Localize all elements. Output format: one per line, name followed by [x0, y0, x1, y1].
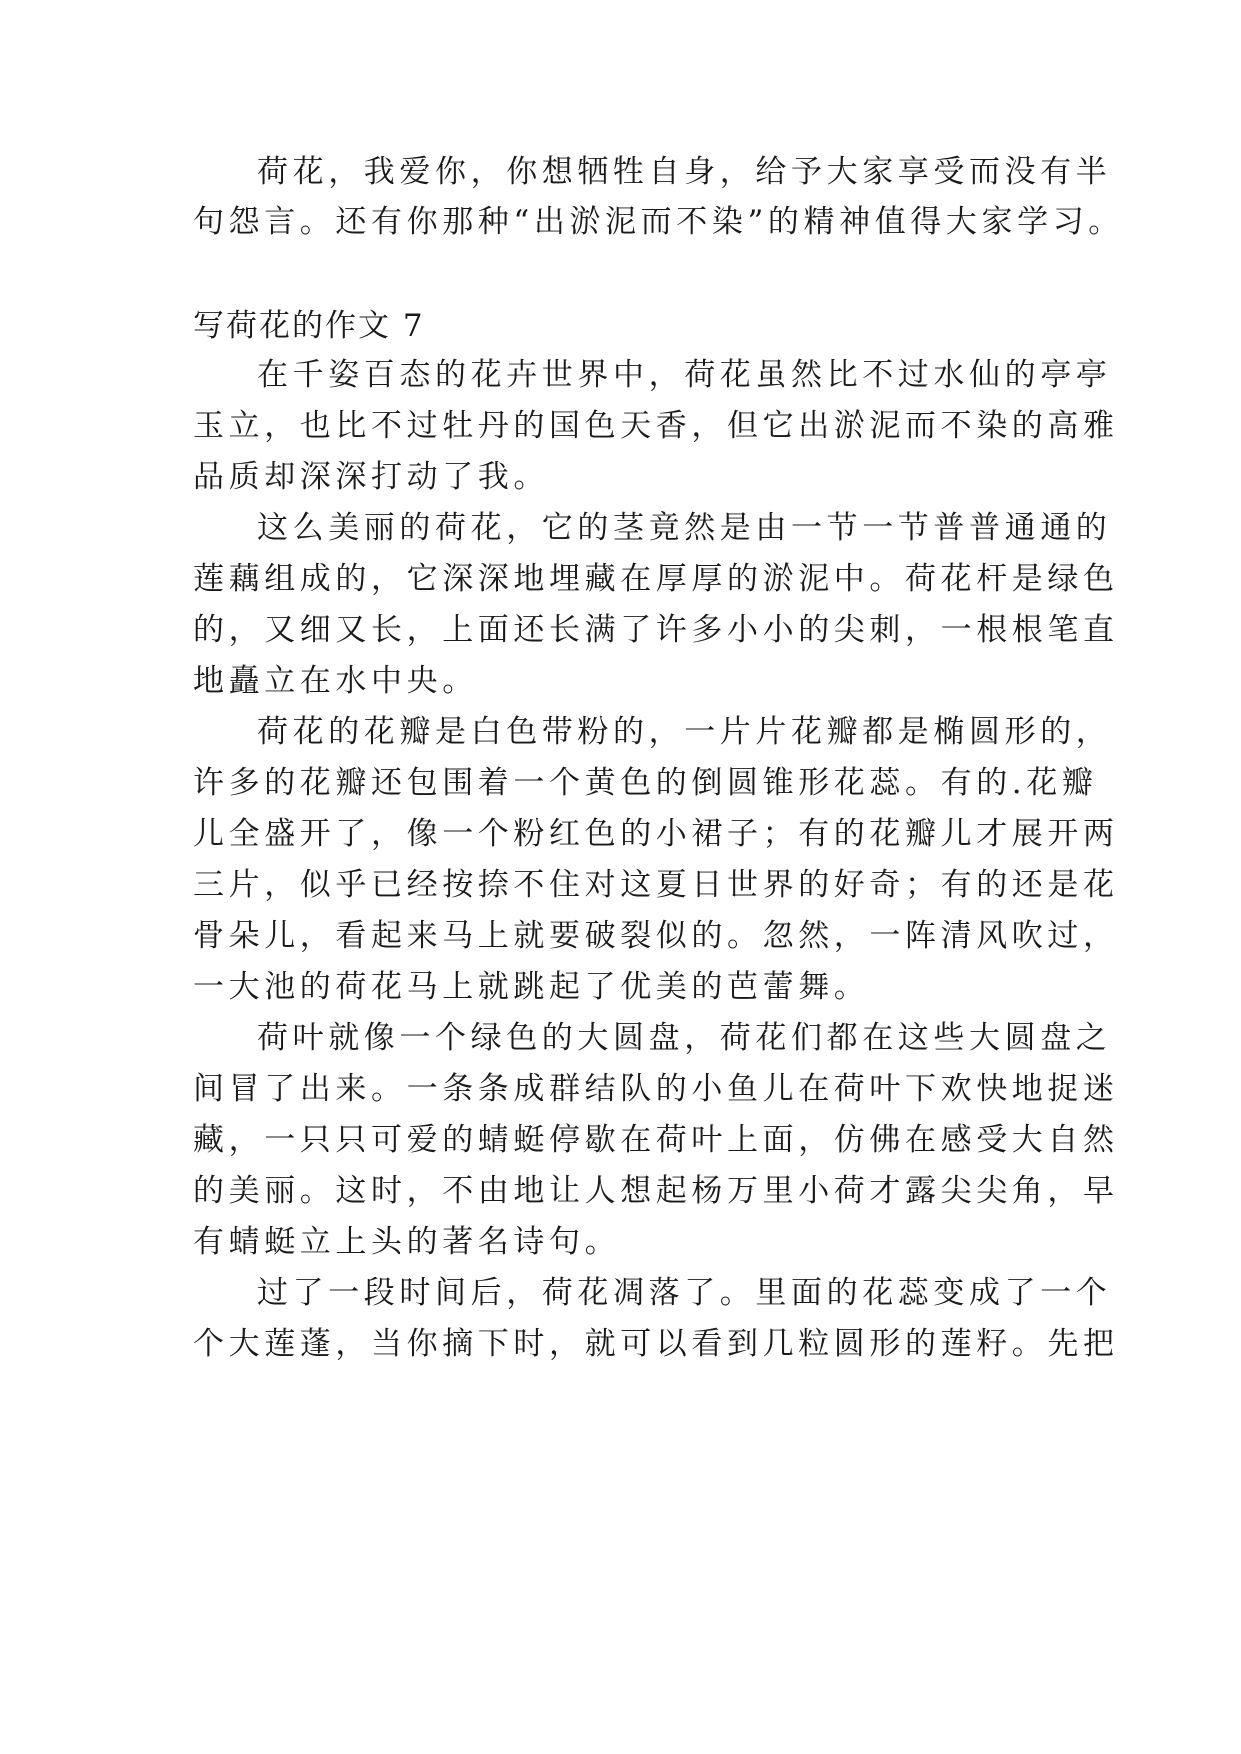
text-line: 骨朵儿，看起来马上就要破裂似的。忽然，一阵清风吹过，	[193, 918, 1119, 954]
text-line: 个大莲蓬，当你摘下时，就可以看到几粒圆形的莲籽。先把	[193, 1326, 1119, 1362]
text-line: 三片，似乎已经按捺不住对这夏日世界的好奇；有的还是花	[193, 867, 1119, 903]
text-line: 这么美丽的荷花，它的茎竟然是由一节一节普普通通的	[257, 510, 1112, 546]
text-line: 儿全盛开了，像一个粉红色的小裙子；有的花瓣儿才展开两	[193, 816, 1119, 852]
text-line: 句怨言。还有你那种“出淤泥而不染”的精神值得大家学习。	[193, 204, 1124, 240]
text-line: 莲藕组成的，它深深地埋藏在厚厚的淤泥中。荷花杆是绿色	[193, 561, 1119, 597]
text-line: 许多的花瓣还包围着一个黄色的倒圆锥形花蕊。有的.花瓣	[193, 765, 1098, 801]
text-line: 地矗立在水中央。	[193, 663, 478, 699]
text-line: 玉立，也比不过牡丹的国色天香，但它出淤泥而不染的高雅	[193, 408, 1119, 444]
text-line: 过了一段时间后，荷花凋落了。里面的花蕊变成了一个	[257, 1275, 1112, 1311]
text-line: 荷花的花瓣是白色带粉的，一片片花瓣都是椭圆形的，	[257, 714, 1112, 750]
text-line: 的，又细又长，上面还长满了许多小小的尖刺，一根根笔直	[193, 612, 1119, 648]
text-line: 品质却深深打动了我。	[193, 459, 549, 495]
text-line: 的美丽。这时，不由地让人想起杨万里小荷才露尖尖角，早	[193, 1173, 1119, 1209]
text-line: 有蜻蜓立上头的著名诗句。	[193, 1224, 621, 1260]
text-line: 间冒了出来。一条条成群结队的小鱼儿在荷叶下欢快地捉迷	[193, 1071, 1119, 1107]
text-line: 荷叶就像一个绿色的大圆盘，荷花们都在这些大圆盘之	[257, 1020, 1112, 1056]
text-line: 荷花，我爱你，你想牺牲自身，给予大家享受而没有半	[257, 154, 1112, 190]
text-line: 在千姿百态的花卉世界中，荷花虽然比不过水仙的亭亭	[257, 357, 1112, 393]
section-title: 写荷花的作文 7	[193, 308, 425, 344]
text-line: 藏，一只只可爱的蜻蜓停歇在荷叶上面，仿佛在感受大自然	[193, 1122, 1119, 1158]
text-line: 一大池的荷花马上就跳起了优美的芭蕾舞。	[193, 969, 870, 1005]
